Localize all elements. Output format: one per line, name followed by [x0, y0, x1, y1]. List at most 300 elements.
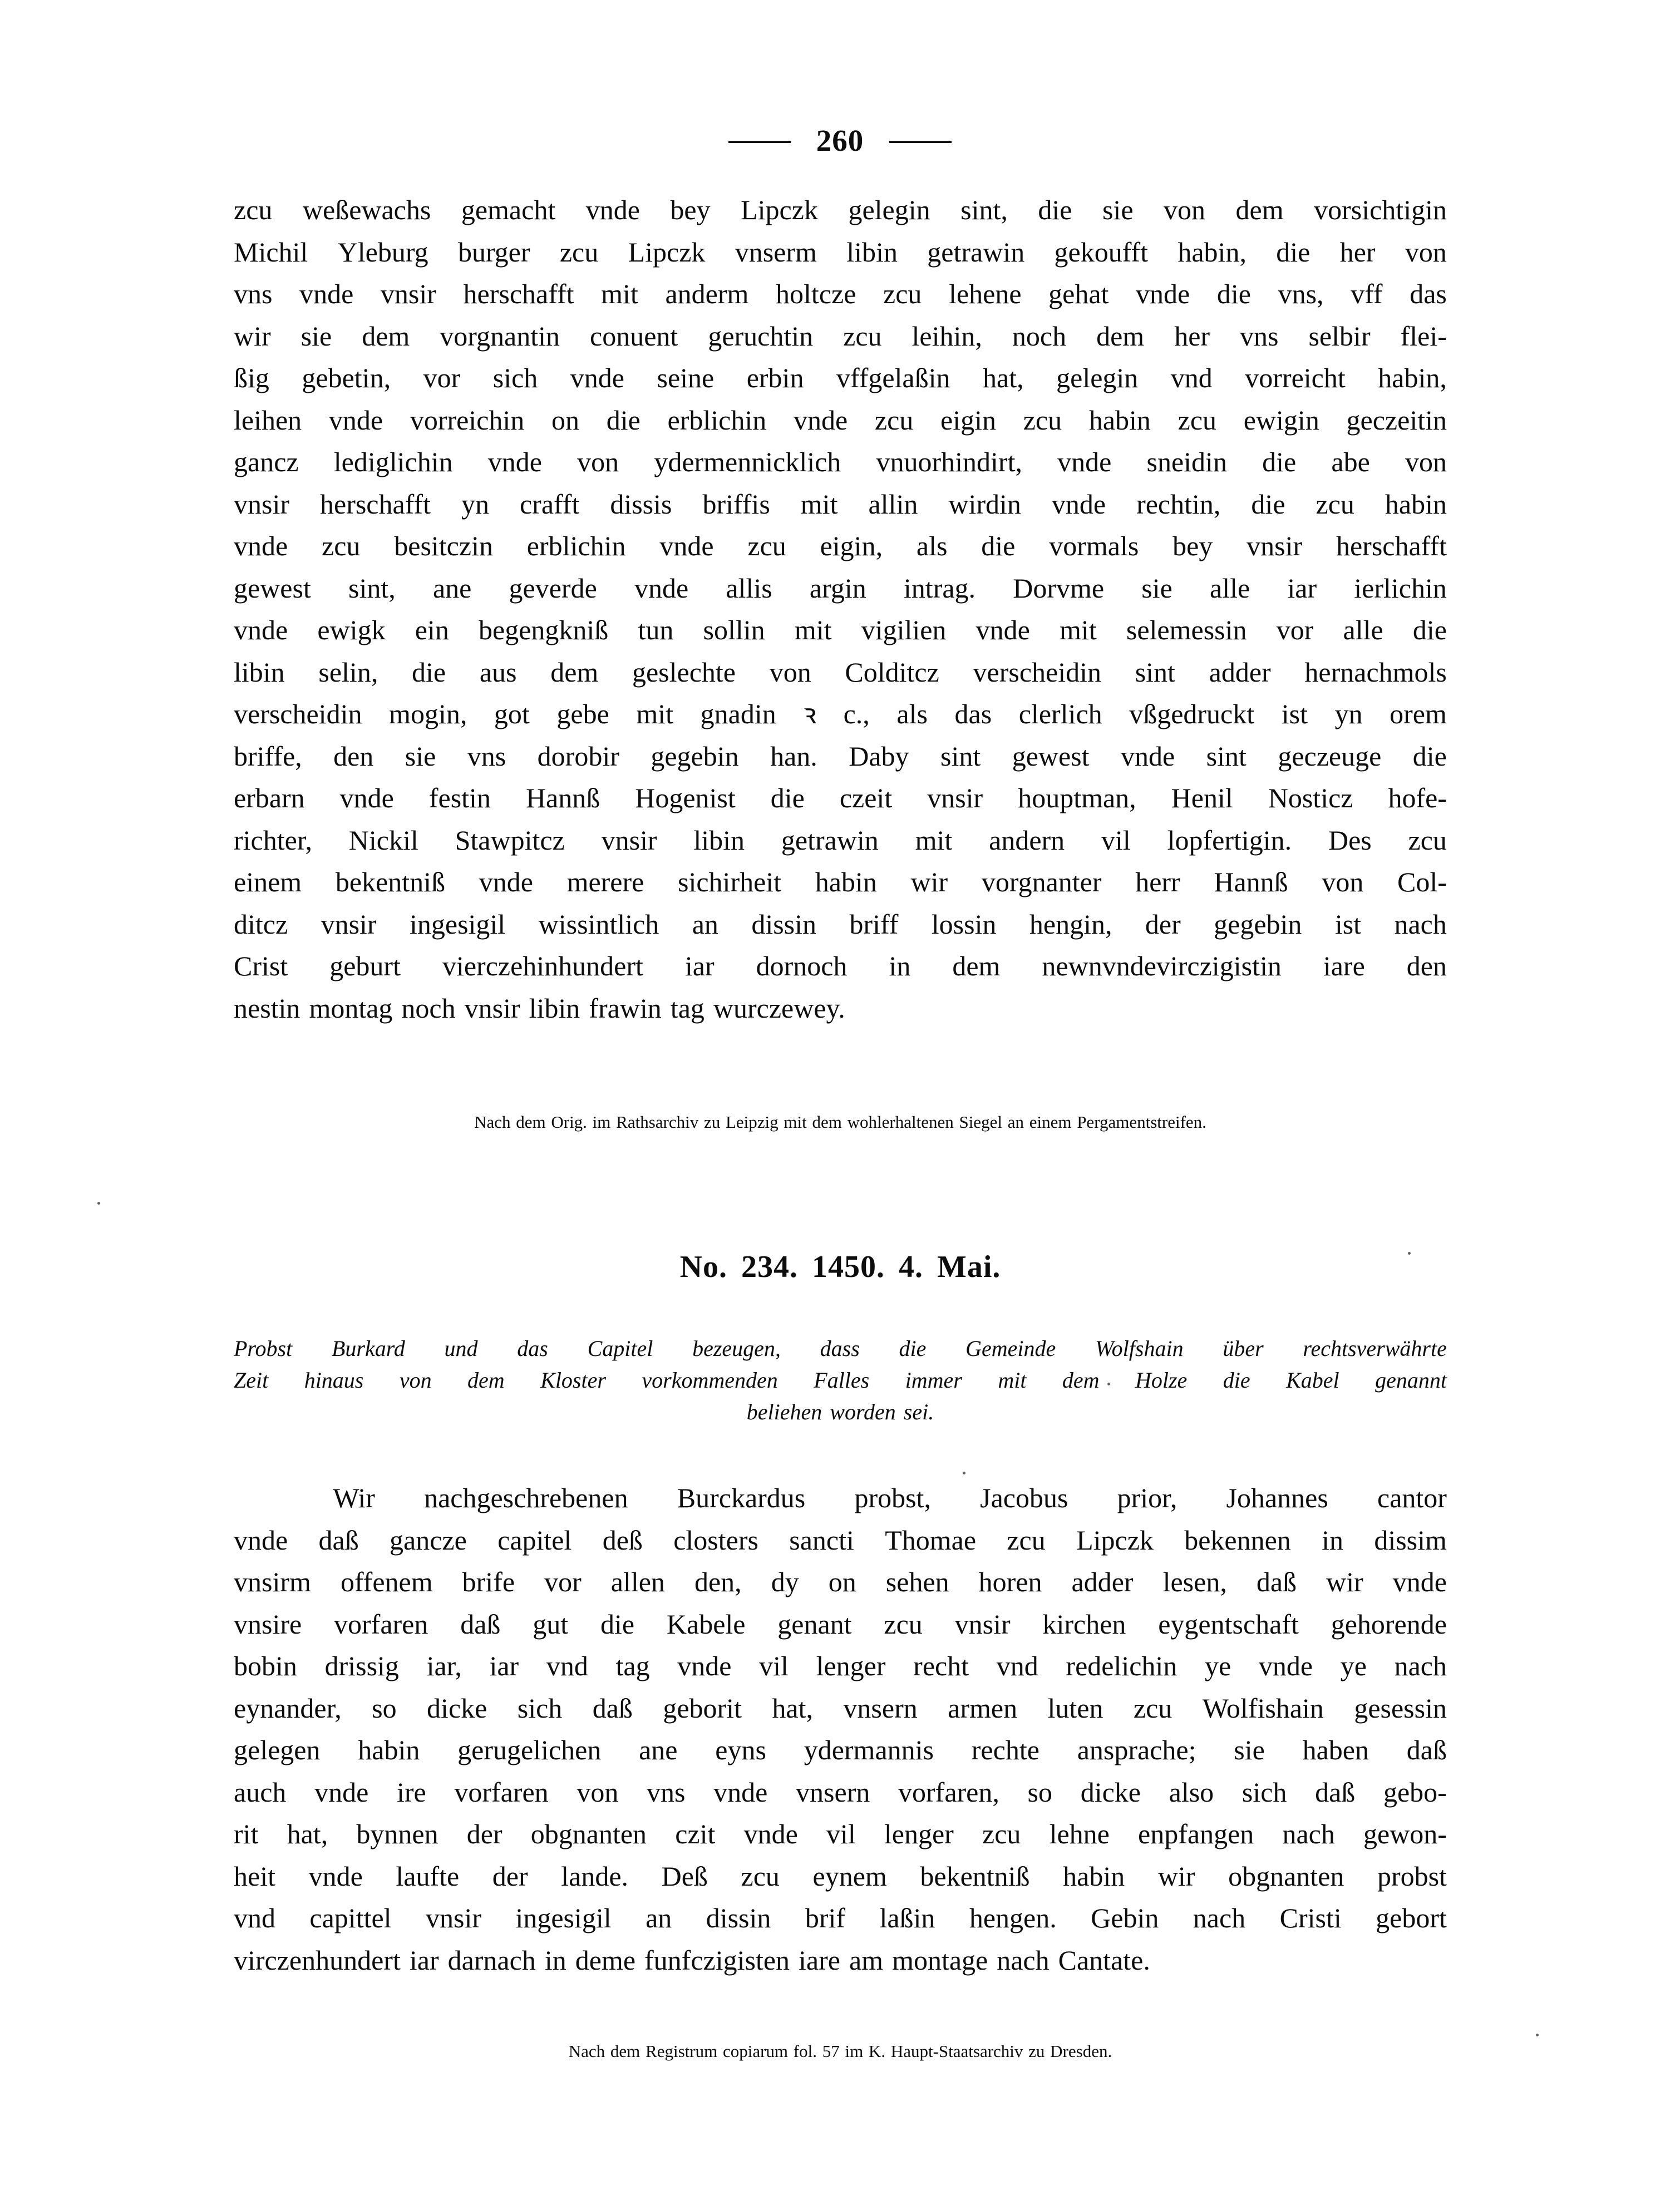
word: hernachmols	[1304, 656, 1447, 688]
word: gebort	[1376, 1902, 1447, 1933]
word: intrag.	[903, 572, 976, 604]
word: ingesigil	[409, 908, 506, 940]
word: vnde	[299, 278, 354, 309]
word: vnde	[713, 1776, 768, 1808]
word: hengen.	[969, 1902, 1057, 1933]
word: über	[1223, 1336, 1264, 1361]
regest-line-content	[234, 1364, 1447, 1396]
text-line	[234, 1772, 1447, 1814]
word: iar	[684, 950, 715, 981]
word: bekentniß	[335, 866, 446, 897]
word: geslechte	[632, 656, 736, 688]
speck-icon	[963, 1472, 965, 1474]
text-line	[234, 568, 1447, 610]
word: sie	[405, 740, 436, 772]
word: zcu	[1178, 404, 1217, 436]
word: ditcz	[234, 908, 288, 940]
word: vierczehinhundert	[442, 950, 643, 981]
word: vffgelaßin	[836, 362, 950, 393]
word: begengkniß	[479, 614, 609, 645]
word: vorfaren	[334, 1608, 428, 1640]
word: recht	[913, 1650, 969, 1681]
text-line	[234, 1520, 1447, 1562]
word: lenger	[884, 1818, 954, 1849]
word: dem	[1235, 194, 1284, 225]
word: yn	[1334, 698, 1363, 729]
word: wissintlich	[538, 908, 659, 940]
word: wir	[234, 320, 271, 352]
word: vorgnantin	[440, 320, 560, 352]
word: eynem	[812, 1860, 887, 1892]
word: Gemeinde	[965, 1336, 1056, 1361]
text-line-content	[234, 777, 1447, 820]
word: ßig	[234, 362, 269, 393]
word: Hogenist	[635, 782, 736, 813]
word: libin	[234, 656, 285, 688]
regest-line	[234, 1333, 1447, 1364]
word: Col-	[1397, 866, 1447, 897]
text-line-content	[234, 652, 1447, 694]
text-line	[234, 1477, 1447, 1520]
word: vnsir	[426, 1902, 481, 1933]
word: zcu	[747, 530, 786, 561]
word: vnuorhindirt,	[876, 446, 1022, 477]
word: on	[828, 1566, 856, 1597]
word: vorfaren,	[898, 1776, 999, 1808]
word: der	[1145, 908, 1181, 940]
word: noch	[1012, 320, 1067, 352]
word: iar,	[426, 1650, 462, 1681]
word: nach	[1193, 1902, 1246, 1933]
word: deß	[602, 1524, 643, 1556]
word: die	[1276, 236, 1311, 268]
word: dicke	[1080, 1776, 1141, 1808]
word: sie	[1102, 194, 1134, 225]
word: rechtsverwährte	[1303, 1336, 1447, 1361]
word: von	[1405, 236, 1447, 268]
word: vnde	[308, 1860, 363, 1892]
word: lande.	[561, 1860, 629, 1892]
word: genannt	[1375, 1368, 1447, 1393]
word: gewon-	[1363, 1818, 1447, 1849]
word: eigin	[940, 404, 996, 436]
word: allis	[726, 572, 772, 604]
word: ane	[639, 1734, 678, 1765]
text-line-content	[234, 273, 1447, 315]
text-line	[234, 652, 1447, 694]
word: habin	[1385, 488, 1447, 520]
word: mit	[800, 488, 838, 520]
word: zcu	[884, 1608, 923, 1640]
text-line-content	[234, 399, 1447, 442]
word: Thomae	[885, 1524, 977, 1556]
text-line	[234, 273, 1447, 315]
text-line	[234, 861, 1447, 904]
word: libin	[529, 992, 580, 1024]
word: nach	[1394, 1650, 1447, 1681]
word: Burckardus	[677, 1482, 806, 1513]
word: zcu	[843, 320, 882, 352]
word: auch	[234, 1776, 287, 1808]
text-line	[234, 1813, 1447, 1856]
word: sint	[1206, 740, 1247, 772]
word: c.,	[843, 698, 870, 729]
word: dem	[1062, 1368, 1100, 1393]
text-line	[234, 1897, 1447, 1940]
word: gewest	[1012, 740, 1090, 772]
word: sint	[1135, 656, 1175, 688]
word: mit	[998, 1368, 1027, 1393]
word: geruchtin	[708, 320, 814, 352]
word: dornoch	[756, 950, 848, 981]
word: gehat	[1048, 278, 1109, 309]
word: vnde	[234, 1524, 288, 1556]
speck-icon	[97, 1202, 100, 1205]
word: nach	[1394, 908, 1447, 940]
word: der	[492, 1860, 528, 1892]
charter-heading-block	[234, 1249, 1447, 1285]
word: dissis	[610, 488, 672, 520]
word: montage	[892, 1944, 988, 1976]
word: besitczin	[394, 530, 493, 561]
word: holtcze	[776, 278, 856, 309]
word: daß	[592, 1692, 633, 1724]
word: als	[896, 698, 928, 729]
word: vnde	[1051, 488, 1106, 520]
word: wurczewey.	[713, 992, 845, 1024]
word: deme	[575, 1944, 636, 1976]
word: leihen	[234, 404, 302, 436]
word: ewigk	[317, 614, 386, 645]
word: offenem	[340, 1566, 433, 1597]
word: nestin	[234, 992, 300, 1024]
word: vnserm	[735, 236, 817, 268]
word: ire	[396, 1776, 426, 1808]
word: ydermennicklich	[654, 446, 841, 477]
word: Lipczk	[741, 194, 818, 225]
word: iare	[799, 1944, 840, 1976]
word: brife	[462, 1566, 515, 1597]
page-number: 260	[816, 124, 864, 157]
word: Cantate.	[1058, 1944, 1150, 1976]
word: geczeitin	[1346, 404, 1447, 436]
word: geczeuge	[1278, 740, 1382, 772]
word: Wolfishain	[1202, 1692, 1324, 1724]
word: dem	[362, 320, 410, 352]
word: sich	[1241, 1776, 1287, 1808]
word: vnsir	[464, 992, 520, 1024]
word: laufte	[396, 1860, 460, 1892]
word: herr	[1135, 866, 1180, 897]
word: bynnen	[356, 1818, 439, 1849]
word: enpfangen	[1138, 1818, 1254, 1849]
word: die	[1412, 740, 1447, 772]
word: vnde	[314, 1776, 369, 1808]
word: herschafft	[463, 278, 574, 309]
word: mit	[915, 824, 953, 856]
word: vorgnanter	[981, 866, 1102, 897]
word: eygentschaft	[1158, 1608, 1299, 1640]
word: horen	[978, 1566, 1042, 1597]
word: gegebin	[1214, 908, 1302, 940]
word: sie	[1141, 572, 1172, 604]
word: Crist	[234, 950, 288, 981]
word: virczenhundert	[234, 1944, 401, 1976]
word: hinaus	[304, 1368, 364, 1393]
word: gewest	[234, 572, 311, 604]
word: worden	[830, 1399, 896, 1424]
word: heit	[234, 1860, 275, 1892]
word: houptman,	[1018, 782, 1136, 813]
word: dissin	[706, 1902, 771, 1933]
word: Cristi	[1279, 1902, 1342, 1933]
word: vor	[423, 362, 461, 393]
word: vnde	[677, 1650, 732, 1681]
word: burger	[457, 236, 530, 268]
word: sei.	[903, 1399, 934, 1424]
text-line-content	[234, 484, 1447, 526]
word: vnsir	[927, 782, 983, 813]
running-head	[0, 125, 1680, 156]
word: Henil	[1171, 782, 1233, 813]
word: vnde	[659, 530, 714, 561]
word: adder	[1209, 656, 1271, 688]
word: wir	[1326, 1566, 1363, 1597]
word: noch	[401, 992, 456, 1024]
word: gut	[533, 1608, 569, 1640]
word: vnde	[1120, 740, 1175, 772]
word: vormals	[1049, 530, 1139, 561]
word: die	[1038, 194, 1072, 225]
word: Wolfshain	[1095, 1336, 1184, 1361]
word: vnd	[546, 1650, 588, 1681]
word: Gebin	[1091, 1902, 1159, 1933]
word: verscheidin	[234, 698, 362, 729]
word: anderm	[665, 278, 749, 309]
word: leihin,	[912, 320, 982, 352]
word: erblichin	[667, 404, 767, 436]
word: daß	[1256, 1566, 1297, 1597]
word: selemessin	[1126, 614, 1247, 645]
word: frawin	[589, 992, 662, 1024]
word: lehne	[1049, 1818, 1110, 1849]
word: ein	[415, 614, 449, 645]
word: allen	[610, 1566, 665, 1597]
word: orem	[1390, 698, 1447, 729]
text-line-content	[234, 231, 1447, 274]
word: czit	[675, 1818, 716, 1849]
source-note-1	[234, 1110, 1447, 1134]
text-line	[234, 820, 1447, 862]
word: vnsir	[234, 488, 289, 520]
charter-regest	[234, 1333, 1447, 1428]
head-rule-right-icon	[889, 141, 952, 143]
word: vns	[234, 278, 273, 309]
word: bey	[1172, 530, 1213, 561]
word: Jacobus	[980, 1482, 1068, 1513]
word: tag	[670, 992, 704, 1024]
word: Nosticz	[1268, 782, 1353, 813]
word: einem	[234, 866, 302, 897]
word: ewigin	[1243, 404, 1319, 436]
word: von	[769, 656, 811, 688]
word: ist	[1334, 908, 1362, 940]
word: ye	[1204, 1650, 1231, 1681]
word: clerlich	[1018, 698, 1102, 729]
word: sollin	[703, 614, 765, 645]
word: libin	[693, 824, 745, 856]
word: Hannß	[525, 782, 600, 813]
word: den	[333, 740, 374, 772]
word: han.	[770, 740, 817, 772]
word: die	[899, 1336, 927, 1361]
text-line-content	[234, 1477, 1447, 1520]
word: vnsire	[234, 1608, 302, 1640]
word: immer	[905, 1368, 962, 1393]
text-line-content	[234, 945, 1447, 988]
word: herschafft	[1336, 530, 1447, 561]
citation-text: Nach dem Registrum copiarum fol. 57 im K. Haupt-Staatsarchiv zu Dresden.	[568, 2041, 1112, 2061]
word: gebe	[556, 698, 609, 729]
word: mit	[636, 698, 674, 729]
text-line-content	[234, 315, 1447, 358]
word: luten	[1047, 1692, 1103, 1724]
word: Kloster	[540, 1368, 606, 1393]
word: zcu	[883, 278, 922, 309]
word: gebo-	[1383, 1776, 1447, 1808]
text-line	[234, 399, 1447, 442]
word: von	[1164, 194, 1206, 225]
word: kirchen	[1042, 1608, 1126, 1640]
word: Colditcz	[845, 656, 939, 688]
text-line-content	[234, 525, 1447, 568]
word: rechte	[971, 1734, 1039, 1765]
word: vnde	[585, 194, 640, 225]
word: sie	[1234, 1734, 1265, 1765]
text-line	[234, 441, 1447, 484]
word: mogin,	[389, 698, 467, 729]
word: vns	[647, 1776, 686, 1808]
word: abe	[1331, 446, 1370, 477]
word: von	[1405, 446, 1447, 477]
text-line-content	[234, 357, 1447, 399]
text-line	[234, 1561, 1447, 1604]
word: iar	[489, 1650, 519, 1681]
word: probst,	[854, 1482, 931, 1513]
word: eigin,	[820, 530, 883, 561]
text-line-content	[234, 1856, 1447, 1898]
word: sancti	[789, 1524, 854, 1556]
word: die	[1216, 278, 1251, 309]
word: capittel	[309, 1902, 392, 1933]
word: in	[544, 1944, 566, 1976]
word: Stawpitcz	[455, 824, 565, 856]
word: vnsir	[380, 278, 436, 309]
word: beliehen	[746, 1399, 822, 1424]
word: vnd	[234, 1902, 275, 1933]
speck-icon	[1408, 1252, 1411, 1255]
word: von	[577, 1776, 619, 1808]
text-line	[234, 484, 1447, 526]
word: capitel	[497, 1524, 572, 1556]
word: lediglichin	[333, 446, 453, 477]
text-line	[234, 945, 1447, 988]
word: vorreichin	[410, 404, 525, 436]
word: den,	[694, 1566, 742, 1597]
word: von	[1322, 866, 1364, 897]
text-line-content	[234, 1520, 1447, 1562]
word: aus	[479, 656, 517, 688]
word: funfczigisten	[644, 1944, 790, 1976]
word: getrawin	[781, 824, 879, 856]
text-line-content	[234, 693, 1447, 736]
word: vnsir	[321, 908, 377, 940]
word: vnde	[328, 404, 383, 436]
word: hengin,	[1029, 908, 1112, 940]
word: vnde	[570, 362, 624, 393]
word: mit	[794, 614, 832, 645]
word: alle	[1210, 572, 1250, 604]
word: vnde	[1057, 446, 1112, 477]
word: gancz	[234, 446, 299, 477]
word: den	[1406, 950, 1447, 981]
word: ist	[1281, 698, 1308, 729]
word: czeit	[839, 782, 893, 813]
word: haben	[1302, 1734, 1369, 1765]
word: seine	[657, 362, 715, 393]
word: dem	[550, 656, 599, 688]
word: Zeit	[234, 1368, 269, 1393]
text-line	[234, 357, 1447, 399]
word: dicke	[427, 1692, 487, 1724]
word: so	[372, 1692, 397, 1724]
text-line	[234, 1688, 1447, 1730]
word: eynander,	[234, 1692, 342, 1724]
word: Kabel	[1286, 1368, 1339, 1393]
word: habin	[1088, 404, 1151, 436]
text-line	[234, 609, 1447, 652]
word: sehen	[885, 1566, 949, 1597]
word: vnsir	[1247, 530, 1303, 561]
word: ane	[432, 572, 472, 604]
word: vnde	[1258, 1650, 1313, 1681]
word: gekoufft	[1054, 236, 1149, 268]
word: hofe-	[1388, 782, 1447, 813]
word: getrawin	[927, 236, 1025, 268]
paragraph-indent	[234, 1477, 284, 1520]
word: sint	[940, 740, 981, 772]
word: habin	[358, 1734, 420, 1765]
word: iar	[409, 1944, 439, 1976]
word: zcu	[874, 404, 914, 436]
word: Lipczk	[1076, 1524, 1154, 1556]
word: zcu	[1408, 824, 1447, 856]
word: die	[1251, 488, 1285, 520]
word: bezeugen,	[692, 1336, 781, 1361]
word: selbir	[1308, 320, 1371, 352]
word: Daby	[849, 740, 909, 772]
word: newnvndevirczigistin	[1042, 950, 1282, 981]
word: vil	[826, 1818, 856, 1849]
text-line	[234, 693, 1447, 736]
word: daß	[460, 1608, 501, 1640]
word: verscheidin	[973, 656, 1101, 688]
word: die	[770, 782, 805, 813]
word: genant	[777, 1608, 852, 1640]
word: gelegen	[234, 1734, 321, 1765]
word: dy	[771, 1566, 799, 1597]
word: habin	[815, 866, 877, 897]
